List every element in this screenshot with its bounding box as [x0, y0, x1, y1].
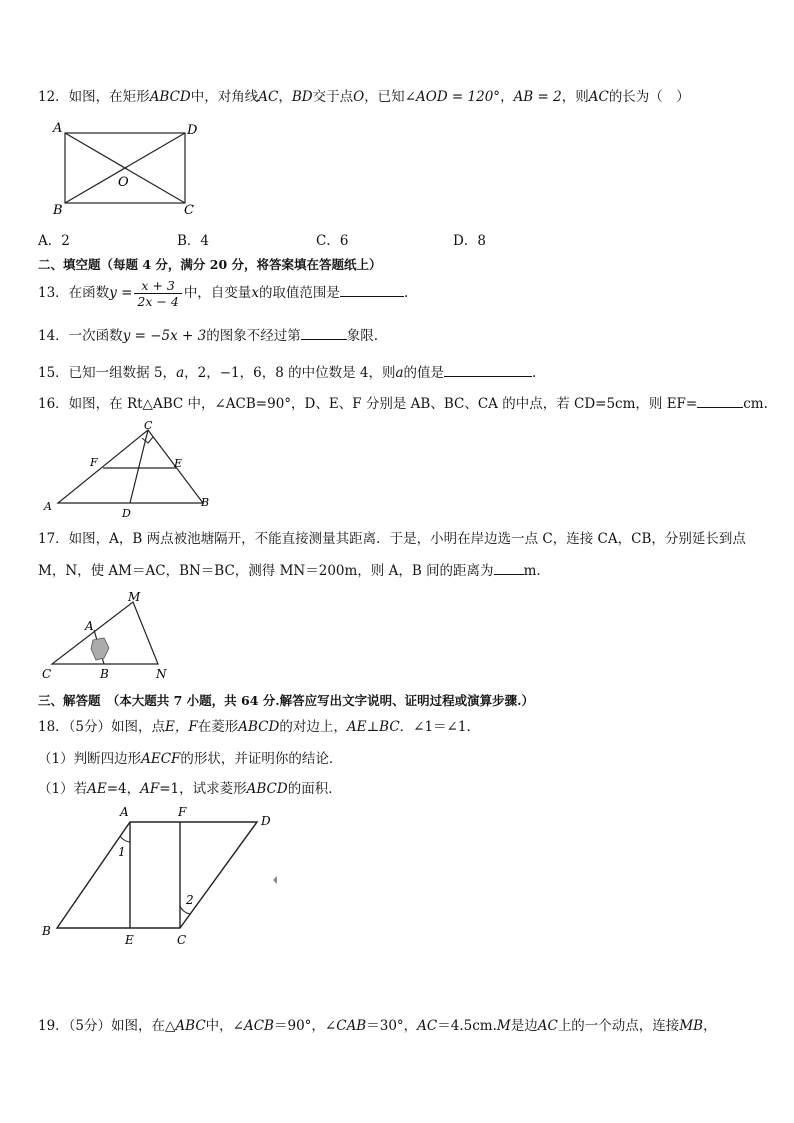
q18-label-b: B — [42, 924, 51, 938]
q17-label-m: M — [128, 592, 141, 604]
choice-b: B．4 — [177, 233, 210, 249]
q16-triangle-figure — [38, 418, 223, 518]
q16-label-c: C — [144, 419, 153, 432]
q12-label-c: C — [184, 203, 194, 218]
q17-answer-blank[interactable] — [494, 562, 524, 575]
q16-label-f: F — [90, 456, 98, 469]
q18-part-2: （1）若AE=4，AF=1，试求菱形ABCD的面积． — [38, 781, 342, 797]
q12-label-o: O — [118, 175, 129, 190]
q13-text: 13．在函数y = $\frac{x + 3}{2x - 4}$ 中，自变量x的取值范围是 . — [38, 278, 409, 309]
q17-label-a: A — [85, 619, 94, 633]
q12-label-b: B — [53, 203, 63, 218]
q15-text: 15．已知一组数据 5，a，2，−1，6，8 的中位数是 4，则a的值是 . — [38, 365, 537, 381]
q16-label-e: E — [174, 457, 183, 470]
q13-fraction: $\frac{x + 3}{2x - 4}$ — [134, 278, 181, 309]
q16-answer-blank[interactable] — [697, 395, 743, 408]
choice-a: A．2 — [38, 233, 70, 249]
section-3-heading: 三、解答题 （本大题共 7 小题，共 64 分.解答应写出文字说明、证明过程或演算步骤.） — [38, 693, 534, 708]
q17-line-1: 17．如图，A，B 两点被池塘隔开，不能直接测量其距离．于是，小明在岸边选一点 C，连接 CA，CB，分别延长到点 — [38, 531, 746, 547]
q14-answer-blank[interactable] — [301, 327, 347, 340]
q17-label-n: N — [156, 667, 167, 681]
choice-d: D．8 — [453, 233, 486, 249]
q18-label-c: C — [177, 933, 187, 947]
q13-answer-blank[interactable] — [340, 284, 404, 297]
q16-label-b: B — [201, 496, 210, 509]
q18-label-e: E — [125, 933, 134, 947]
q16-label-d: D — [122, 507, 131, 518]
q18-text: 18．（5分）如图，点E，F在菱形ABCD的对边上，AE⊥BC．∠1＝∠1． — [38, 719, 480, 735]
q18-label-f: F — [178, 805, 187, 819]
q17-pond-figure — [38, 592, 178, 684]
q12-label-d: D — [187, 123, 198, 138]
q12-label-a: A — [53, 121, 63, 136]
q12-rectangle-figure — [45, 118, 215, 218]
q16-label-a: A — [44, 500, 52, 513]
q17-label-c: C — [42, 667, 52, 681]
q14-text: 14．一次函数y = −5x + 3的图象不经过第 象限. — [38, 328, 379, 344]
q16-text: 16．如图，在 Rt△ABC 中，∠ACB=90°，D、E、F 分别是 AB、BC、CA 的中点，若 CD=5cm，则 EF= cm. — [38, 396, 768, 412]
q15-answer-blank[interactable] — [444, 364, 532, 377]
q18-label-a: A — [120, 805, 129, 819]
q18-rhombus-figure — [38, 800, 288, 950]
q18-angle-1: 1 — [118, 845, 126, 859]
q12-text: 12．如图，在矩形ABCD中，对角线AC，BD交于点O，已知∠AOD = 120°，AB = 2，则AC的长为（ ） — [38, 89, 690, 105]
q19-text: 19．（5分）如图，在△ABC中，∠ACB＝90°，∠CAB＝30°，AC＝4.5cm.M是边AC上的一个动点，连接MB， — [38, 1018, 717, 1034]
q18-angle-2: 2 — [186, 893, 194, 907]
stray-mark-icon — [273, 876, 279, 884]
q17-line-2: M，N，使 AM＝AC，BN＝BC，测得 MN＝200m，则 A，B 间的距离为 m. — [38, 563, 541, 579]
choice-c: C．6 — [316, 233, 349, 249]
q17-label-b: B — [100, 667, 109, 681]
q18-part-1: （1）判断四边形AECF的形状，并证明你的结论． — [38, 751, 343, 767]
q18-label-d: D — [261, 814, 271, 828]
section-2-heading: 二、填空题（每题 4 分，满分 20 分，将答案填在答题纸上） — [38, 257, 382, 272]
